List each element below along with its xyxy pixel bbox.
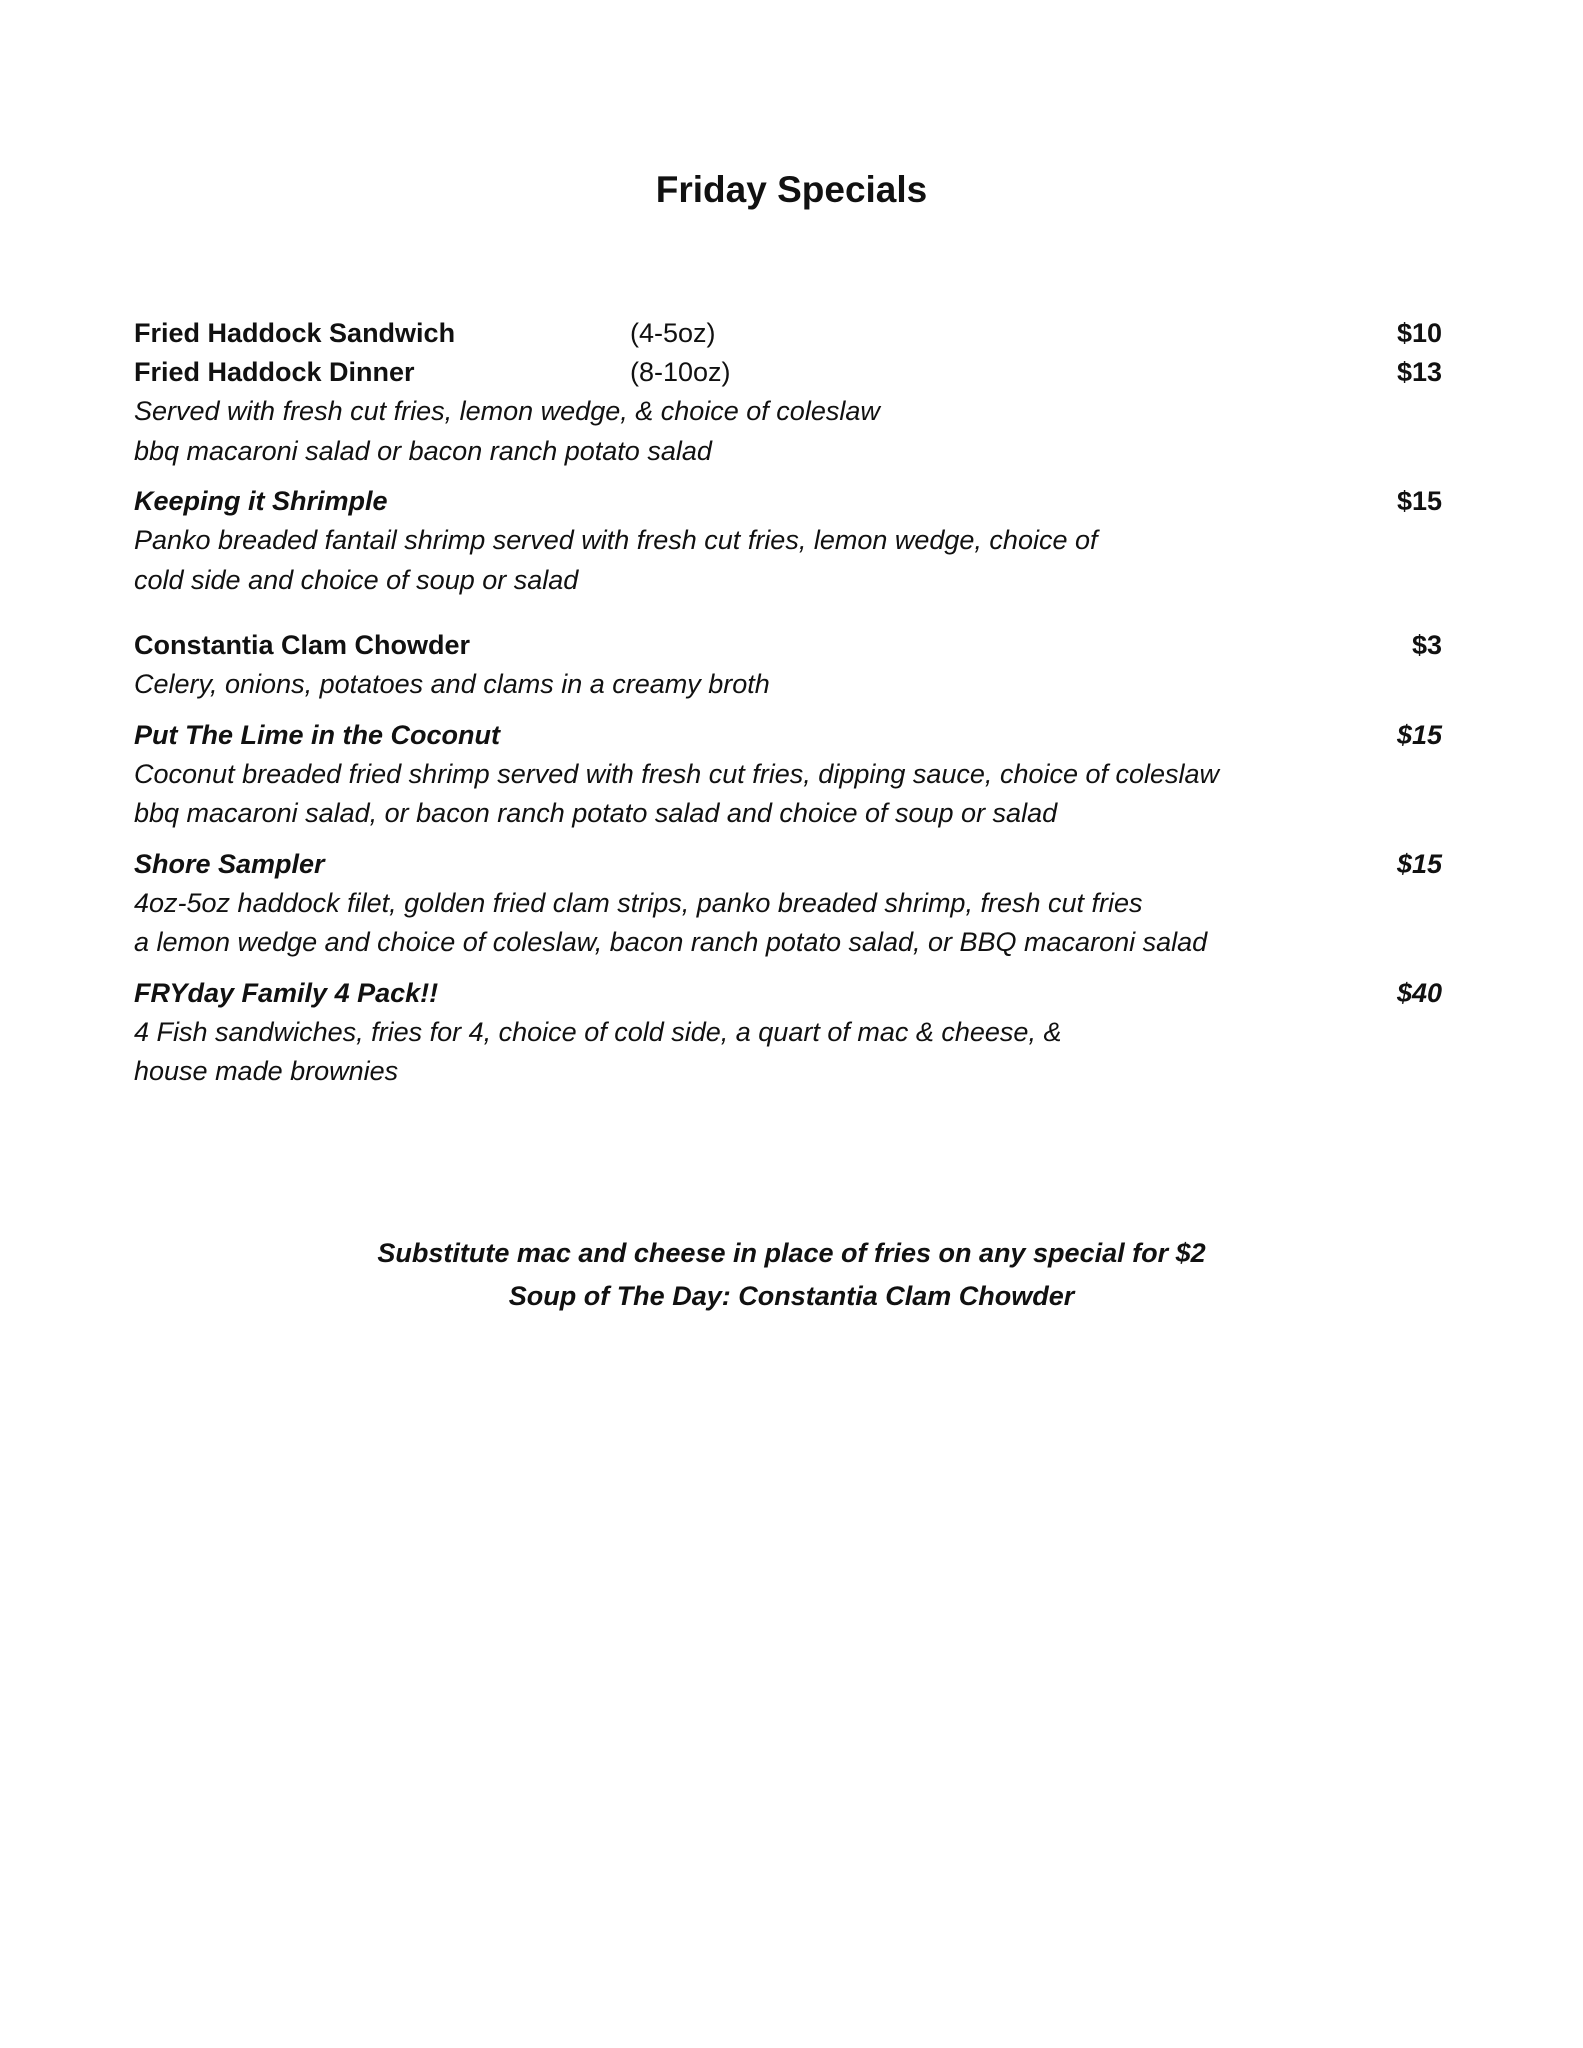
item-description [134, 755, 1442, 834]
item-description [134, 521, 1442, 600]
description-line: bbq macaroni salad or bacon ranch potato salad [134, 435, 712, 466]
item-price: $40 [1396, 977, 1442, 1008]
item-name: Shore Sampler [134, 848, 325, 879]
item-price: $3 [1411, 630, 1442, 660]
item-description [134, 884, 1442, 963]
description-line: 4oz-5oz haddock filet, golden fried clam strips, panko breaded shrimp, fresh cut fries [134, 887, 1143, 918]
description-line: cold side and choice of soup or salad [134, 564, 579, 595]
page-title: Friday Specials [655, 169, 928, 210]
item-name: Fried Haddock Dinner [134, 357, 415, 387]
specials-list [134, 314, 1442, 1092]
item-name: Put The Lime in the Coconut [134, 719, 500, 750]
item-price: $15 [1396, 719, 1442, 750]
item-name: Constantia Clam Chowder [134, 630, 471, 660]
item-price: $10 [1396, 318, 1442, 348]
menu-item-fried-haddock-sandwich [134, 314, 1442, 353]
menu-item-fryday-family-4-pack [134, 974, 1442, 1013]
description-line: Coconut breaded fried shrimp served with fresh cut fries, dipping sauce, choice of coleslaw [134, 758, 1220, 789]
description-line: bbq macaroni salad, or bacon ranch potato salad and choice of soup or salad [134, 798, 1058, 828]
soup-of-the-day-note: Soup of The Day: Constantia Clam Chowder [508, 1281, 1075, 1311]
item-price: $13 [1396, 357, 1442, 387]
description-line: Panko breaded fantail shrimp served with fresh cut fries, lemon wedge, choice of [134, 525, 1098, 555]
description-line: Celery, onions, potatoes and clams in a creamy broth [134, 669, 770, 699]
menu-item-constantia-clam-chowder [134, 626, 1442, 665]
menu-item-keeping-it-shrimple [134, 482, 1442, 521]
menu-item-shore-sampler [134, 845, 1442, 884]
item-name: FRYday Family 4 Pack!! [134, 977, 439, 1008]
item-description [134, 392, 1442, 471]
item-portion: (8-10oz) [630, 357, 731, 387]
description-line: house made brownies [134, 1056, 399, 1086]
description-line: a lemon wedge and choice of coleslaw, bacon ranch potato salad, or BBQ macaroni salad [134, 927, 1208, 957]
description-line: 4 Fish sandwiches, fries for 4, choice of cold side, a quart of mac & cheese, & [134, 1016, 1062, 1047]
item-portion: (4-5oz) [630, 318, 716, 348]
description-line: Served with fresh cut fries, lemon wedge, & choice of coleslaw [134, 396, 880, 426]
footer-notes [0, 1232, 1583, 1318]
item-description [134, 1013, 1442, 1092]
item-name: Keeping it Shrimple [134, 486, 388, 516]
item-price: $15 [1396, 848, 1442, 879]
menu-item-put-the-lime-in-the-coconut [134, 716, 1442, 755]
item-description [134, 665, 1442, 705]
menu-item-fried-haddock-dinner [134, 353, 1442, 392]
substitution-note: Substitute mac and cheese in place of fries on any special for $2 [377, 1238, 1206, 1268]
item-price: $15 [1396, 486, 1442, 516]
item-name: Fried Haddock Sandwich [134, 318, 456, 348]
